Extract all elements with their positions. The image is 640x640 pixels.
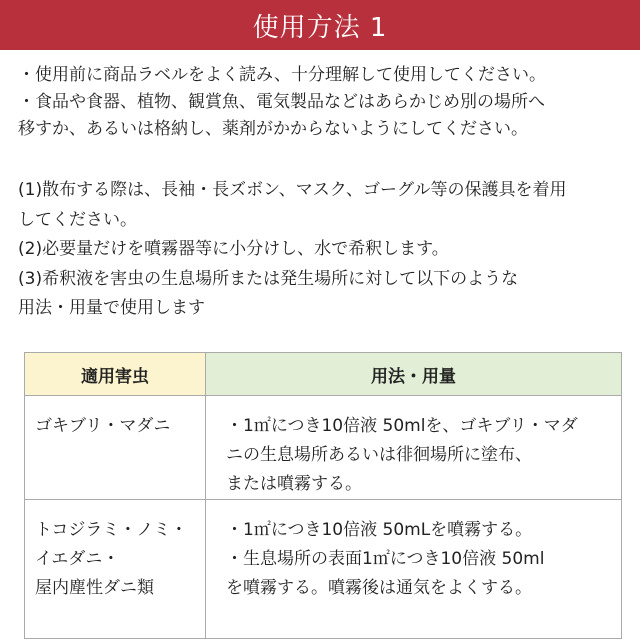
pest-text: イエダニ・	[35, 549, 120, 569]
note-line: ・使用前に商品ラベルをよく読み、十分理解して使用してください。	[18, 65, 547, 85]
usage-text: を噴霧する。噴霧後は通気をよくする。	[226, 578, 532, 598]
note-line: 移すか、あるいは格納し、薬剤がかからないようにしてください。	[18, 119, 528, 139]
table-row	[25, 396, 622, 500]
step-line: (2)必要量だけを噴霧器等に小分けし、水で希釈します。	[18, 239, 449, 259]
header-usage-dosage: 用法・用量	[206, 353, 622, 396]
pest-text: ゴキブリ・マダニ	[35, 416, 171, 436]
usage-text: ニの生息場所あるいは徘徊場所に塗布、	[226, 445, 532, 465]
pest-text: 屋内塵性ダニ類	[35, 578, 154, 598]
table-header-row	[25, 353, 622, 396]
pest-cell	[25, 500, 206, 639]
pest-cell	[25, 396, 206, 500]
usage-text: ・生息場所の表面1㎡につき10倍液 50ml	[226, 549, 545, 569]
step-line: (3)希釈液を害虫の生息場所または発生場所に対して以下のような	[18, 268, 519, 289]
usage-text: ・1㎡につき10倍液 50mLを噴霧する。	[226, 520, 533, 540]
page-title: 使用方法 1	[252, 12, 388, 43]
header-target-pest: 適用害虫	[25, 353, 206, 396]
usage-steps	[18, 176, 630, 324]
usage-text: または噴霧する。	[226, 474, 362, 494]
step-line: 用法・用量で使用します	[18, 298, 205, 318]
usage-cell	[206, 396, 622, 500]
usage-table	[24, 352, 622, 639]
usage-cell	[206, 500, 622, 639]
precaution-notes	[18, 62, 630, 143]
note-line: ・食品や食器、植物、観賞魚、電気製品などはあらかじめ別の場所へ	[18, 92, 545, 112]
pest-text: トコジラミ・ノミ・	[35, 520, 188, 540]
step-line: (1)散布する際は、長袖・長ズボン、マスク、ゴーグル等の保護具を着用	[18, 180, 567, 200]
table-row	[25, 500, 622, 639]
step-line: してください。	[18, 209, 137, 230]
title-banner	[0, 0, 640, 50]
usage-text: ・1㎡につき10倍液 50mlを、ゴキブリ・マダ	[226, 416, 578, 436]
